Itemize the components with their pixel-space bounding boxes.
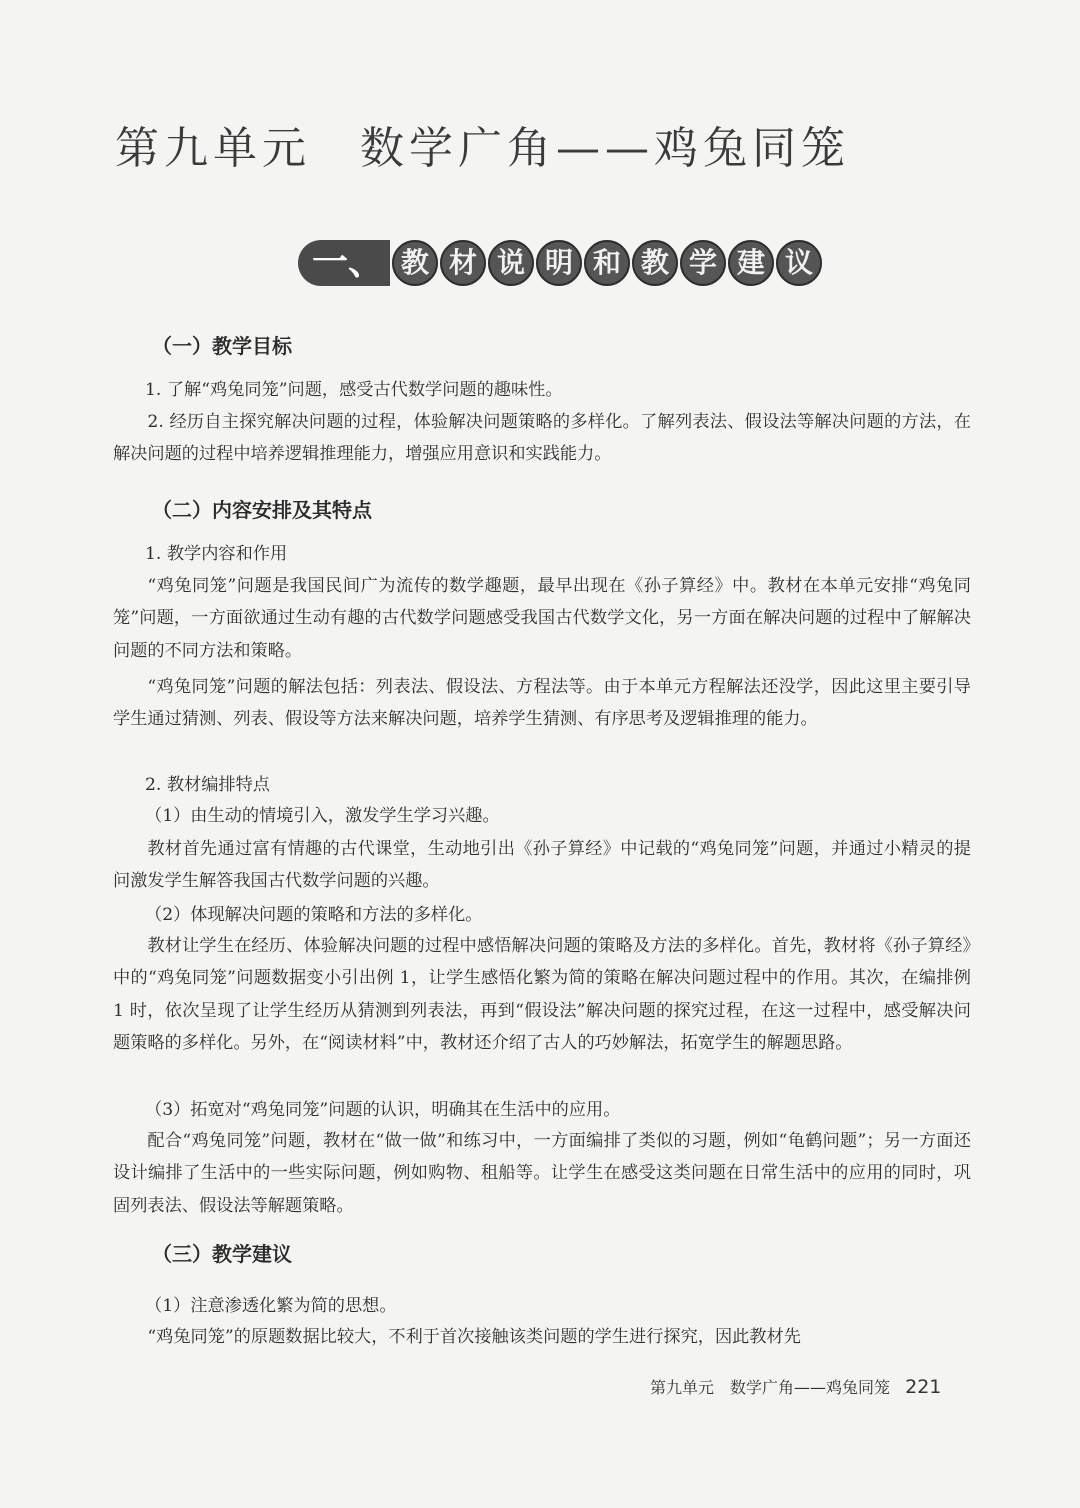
heading-content-arrangement: （二）内容安排及其特点 [152, 498, 372, 522]
section-banner-char: 材 [440, 240, 486, 286]
objective-item-2: 2. 经历自主探究解决问题的过程，体验解决问题策略的多样化。了解列表法、假设法等解决问题的方法，在解决问题的过程中培养逻辑推理能力，增强应用意识和实践能力。 [113, 412, 971, 465]
section-banner-char: 学 [680, 240, 726, 286]
objective-item-1: 1. 了解“鸡兔同笼”问题，感受古代数学问题的趣味性。 [145, 380, 563, 400]
footer-running-title: 第九单元 数学广角——鸡兔同笼 [650, 1378, 891, 1397]
paragraph: 配合“鸡兔同笼”问题，教材在“做一做”和练习中，一方面编排了类似的习题，例如“龟鹤问题”；另一方面还设计编排了生活中的一些实际问题，例如购物、租船等。让学生在感受这类问题在日常生活中的应用的同时，巩固列表法、假设法等解题策略。 [113, 1131, 971, 1216]
section-banner-char: 说 [488, 240, 534, 286]
section-banner-char: 教 [632, 240, 678, 286]
heading-teaching-suggestions: （三）教学建议 [152, 1242, 292, 1266]
chapter-title: 第九单元 数学广角——鸡兔同笼 [115, 123, 850, 174]
paragraph: “鸡兔同笼”问题是我国民间广为流传的数学趣题，最早出现在《孙子算经》中。教材在本单元安排“鸡兔同笼”问题，一方面欲通过生动有趣的古代数学问题感受我国古代数学文化，另一方面在解决问题的过程中了解解决问题的不同方法和策略。 [113, 576, 971, 661]
section-banner-lead: 一、 [298, 240, 390, 286]
section-banner-char: 和 [584, 240, 630, 286]
subheading-arrangement-features: 2. 教材编排特点 [145, 775, 270, 795]
paragraph: 教材首先通过富有情趣的古代课堂，生动地引出《孙子算经》中记载的“鸡兔同笼”问题，并通过小精灵的提问激发学生解答我国古代数学问题的兴趣。 [113, 839, 971, 892]
section-banner-char: 建 [728, 240, 774, 286]
section-banner-char: 教 [392, 240, 438, 286]
section-banner-char: 议 [776, 240, 822, 286]
section-banner [298, 240, 822, 286]
point-item: （1）由生动的情境引入，激发学生学习兴趣。 [145, 806, 500, 826]
paragraph: 教材让学生在经历、体验解决问题的过程中感悟解决问题的策略及方法的多样化。首先，教材将《孙子算经》中的“鸡兔同笼”问题数据变小引出例 1，让学生感悟化繁为简的策略在解决问题过程中的作用。其次，在编排例 1 时，依次呈现了让学生经历从猜测到列表法，再到“假设法”解决问题的探究过程，在这一过程中，感受解决问题策略的多样化。另外，在“阅读材料”中，教材还介绍了古人的巧妙解法，拓宽学生的解题思路。 [113, 936, 971, 1053]
subheading-content-role: 1. 教学内容和作用 [145, 544, 288, 564]
point-item: （3）拓宽对“鸡兔同笼”问题的认识，明确其在生活中的应用。 [145, 1100, 621, 1120]
heading-teaching-objectives: （一）教学目标 [152, 334, 292, 358]
page-number: 221 [905, 1376, 942, 1398]
point-item: （2）体现解决问题的策略和方法的多样化。 [145, 905, 483, 925]
page-footer [650, 1375, 941, 1398]
paragraph: “鸡兔同笼”问题的解法包括：列表法、假设法、方程法等。由于本单元方程解法还没学，因此这里主要引导学生通过猜测、列表、假设等方法来解决问题，培养学生猜测、有序思考及逻辑推理的能力。 [113, 677, 971, 730]
point-item: （1）注意渗透化繁为简的思想。 [145, 1296, 397, 1316]
paragraph: “鸡兔同笼”的原题数据比较大，不利于首次接触该类问题的学生进行探究，因此教材先 [147, 1327, 801, 1347]
section-banner-char: 明 [536, 240, 582, 286]
